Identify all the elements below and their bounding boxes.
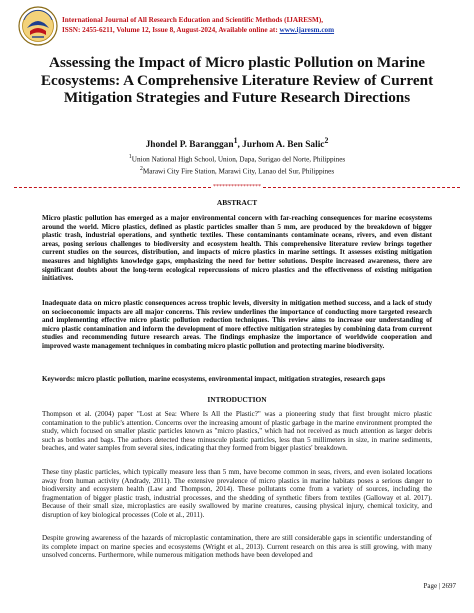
journal-info bbox=[62, 15, 462, 35]
author-2-mark: 2 bbox=[324, 136, 329, 145]
paper-title: Assessing the Impact of Micro plastic Pollution on Marine Ecosystems: A Comprehensive Literature Review of Current Mitigation Strategies and Future Research Directions bbox=[40, 54, 434, 106]
divider-rule-right bbox=[263, 187, 460, 188]
keywords-line: Keywords: micro plastic pollution, marine ecosystems, environmental impact, mitigation strategies, research gaps bbox=[42, 375, 386, 383]
journal-name: International Journal of All Research Education and Scientific Methods (IJARESM), bbox=[62, 16, 324, 24]
introduction-paragraph-2: These tiny plastic particles, which typically measure less than 5 mm, have become common in seas, rivers, and even isolated locations away from human activity (Andrady, 2011). The extensive prevalence of micro plastics in marine habitats poses a serious danger to biodiversity and ecosystem health (Law and Thompson, 2014). These pollutants come from a variety of sources, including the fragmentation of bigger plastic trash, industrial processes, and the shedding of synthetic fibers from textiles (Galloway et al. 2017). Because of their small size, microplastics are easily swallowed by marine creatures, causing physical injury, chemical toxicity, and disruption of key biological processes (Cole et al., 2011). bbox=[42, 468, 432, 519]
divider-stars: **************** bbox=[213, 184, 261, 190]
author-1-name: Jhondel P. Baranggan bbox=[145, 140, 234, 151]
journal-url-link[interactable]: www.ijaresm.com bbox=[279, 26, 335, 34]
author-separator: , bbox=[237, 140, 243, 151]
section-divider bbox=[14, 183, 460, 191]
divider-rule-left bbox=[14, 187, 211, 188]
author-1-mark: 1 bbox=[233, 136, 238, 145]
abstract-heading: ABSTRACT bbox=[216, 198, 258, 207]
affiliation-1 bbox=[20, 153, 454, 165]
introduction-paragraph-3: Despite growing awareness of the hazards of microplastic contamination, there are still considerable gaps in scientific understanding of its complete impact on marine species and ecosystems (Wright et al., 2013). Current research on this area is still growing, with many unsolved concerns. Furthermore, while numerous mitigation methods have been developed and bbox=[42, 534, 432, 560]
page-number: Page | 2697 bbox=[423, 582, 456, 590]
introduction-paragraph-1: Thompson et al. (2004) paper "Lost at Sea: Where Is All the Plastic?" was a pioneering study that first brought micro plastic contamination to the public's attention. Concerns over the increasing amount of plastic garbage in the marine environment prompted the study, which focused on smaller plastic particles known as "micro plastics," which had not received as much attention as larger debris such as bottles and bags. The authors detected these minuscule plastic particles, less than 5 millimeters in size, in marine sediments, beaches, and water samples from several sites, indicating that they formed from bigger plastics' breakdown. bbox=[42, 410, 432, 453]
affiliation-2-text: Marawi City Fire Station, Marawi City, Lanao del Sur, Philippines bbox=[142, 166, 335, 175]
journal-logo-icon bbox=[18, 6, 58, 46]
author-line bbox=[20, 136, 454, 150]
issn-text: ISSN: 2455-6211, Volume 12, Issue 8, August-2024, Available online at: bbox=[62, 26, 280, 34]
author-2-name: Jurhom A. Ben Salic bbox=[242, 140, 325, 151]
introduction-heading: INTRODUCTION bbox=[207, 395, 267, 404]
abstract-paragraph-1: Micro plastic pollution has emerged as a major environmental concern with far-reaching consequences for marine ecosystems around the world. Micro plastics, defined as plastic particles smaller than 5 mm, are produced by the breakdown of bigger plastic trash, industrial operations, and synthetic textiles. These contaminants contaminate oceans, rivers, and even distant areas, posing serious challenges to biodiversity and ecosystem health. This comprehensive literature review brings together current studies on the sources, distribution, and impacts of micro plastics in marine settings. It assesses existing mitigation measures and highlights knowledge gaps, emphasizing the need for better solutions. Despite increased awareness, there are significant doubts about the long-term ecological repercussions of micro plastics and the effectiveness of existing mitigation initiatives. bbox=[42, 214, 432, 283]
affiliation-1-text: Union National High School, Union, Dapa, Surigao del Norte, Philippines bbox=[131, 155, 346, 164]
affiliation-2 bbox=[20, 165, 454, 177]
journal-header bbox=[12, 4, 462, 48]
affiliation-2-mark: 2 bbox=[139, 165, 143, 172]
affiliation-1-mark: 1 bbox=[128, 154, 132, 160]
abstract-paragraph-2: Inadequate data on micro plastic consequences across trophic levels, diversity in mitigation method success, and a lack of study on socioeconomic impacts are all major concerns. This review underlines the importance of conducting more targeted research and implementing effective micro plastic pollution reduction techniques. This review aims to increase our understanding of micro plastic contamination and inform the development of more effective mitigation strategies by combining data from current studies and recommending future research areas. The findings emphasize the importance of worldwide cooperation and improved waste management techniques in combating micro plastic pollution and protecting marine biodiversity. bbox=[42, 299, 432, 350]
affiliations bbox=[20, 153, 454, 176]
journal-issn-line bbox=[62, 25, 462, 35]
